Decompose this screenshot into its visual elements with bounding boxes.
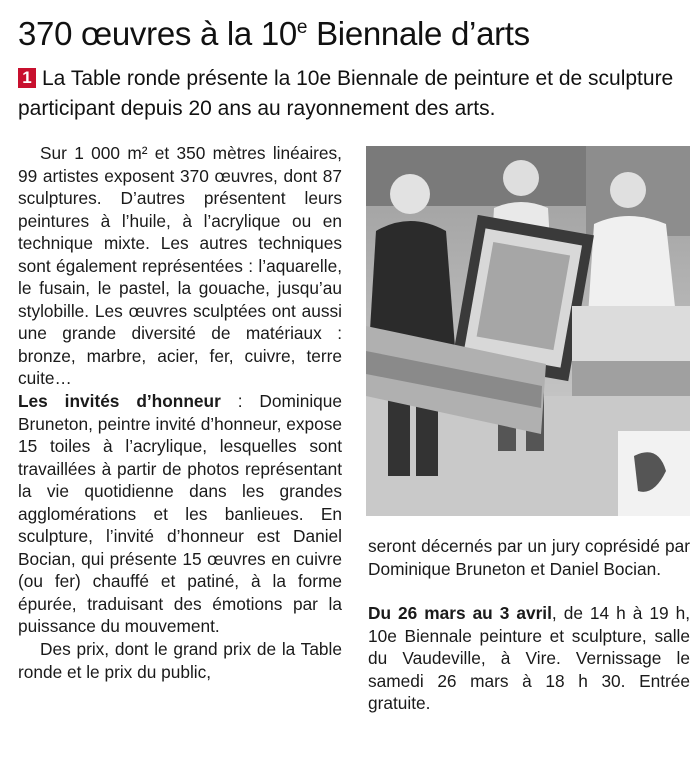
body-paragraph-1: Sur 1 000 m² et 350 mètres linéaires, 99 artistes exposent 370 œuvres, dont 87 sculptures. D’autres présentent leurs peintures à l’huile, à l’acrylique ou en technique mixte. Les autres techniques sont également représentées : l’aquarelle, le fusain, le pastel, la gouache, jusqu’au stylobille. Les œuvres sculptées ont aussi une grande diversité de matériaux : bronze, marbre, acier, fer, cuivre, terre cuite…	[18, 143, 342, 389]
paragraph-spacer	[368, 580, 690, 602]
headline-text-end: Biennale d’arts	[307, 15, 530, 52]
body-paragraph-3-end: seront décernés par un jury coprésidé par Dominique Bruneton et Daniel Bocian.	[368, 536, 690, 579]
article-photo	[366, 146, 690, 516]
event-dates: Du 26 mars au 3 avril	[368, 603, 552, 624]
article-lede	[18, 64, 686, 124]
photo-three-men-holding-paintings-icon	[366, 146, 690, 516]
paragraph-2-text: : Dominique Bruneton, peintre invité d’honneur, expose 15 toiles à l’acrylique, lesquelles sont travaillées à partir de photos représentant la vie quotidienne dans les grandes agglomérations et les banlieues. En sculpture, l’invité d’honneur est Daniel Bocian, qui présente 15 œuvres en cuivre (ou fer) chauffé et patiné, à la forme épurée, traduisant des émotions par la puissance du mouvement.	[18, 391, 342, 637]
article-headline	[18, 14, 688, 54]
headline-ordinal-suffix: e	[296, 17, 308, 38]
paragraph-lead-honorees: Les invités d’honneur	[18, 391, 221, 412]
article-column-left	[18, 142, 342, 683]
body-paragraph-3-start: Des prix, dont le grand prix de la Table ronde et le prix du public,	[18, 639, 342, 682]
event-info-text: , de 14 h à 19 h, 10e Biennale peinture et sculpture, salle du Vaudeville, à Vire. Vernissage le samedi 26 mars à 18 h 30. Entrée gratuite.	[368, 603, 691, 714]
section-number-badge: 1	[18, 68, 36, 88]
article-column-right	[368, 535, 690, 715]
body-paragraph-2	[18, 390, 342, 638]
lede-text: La Table ronde présente la 10e Biennale de peinture et de sculpture participant depuis 20 ans au rayonnement des arts.	[18, 67, 674, 120]
event-info-paragraph	[368, 602, 690, 715]
headline-text: 370 œuvres à la 10	[18, 15, 297, 52]
